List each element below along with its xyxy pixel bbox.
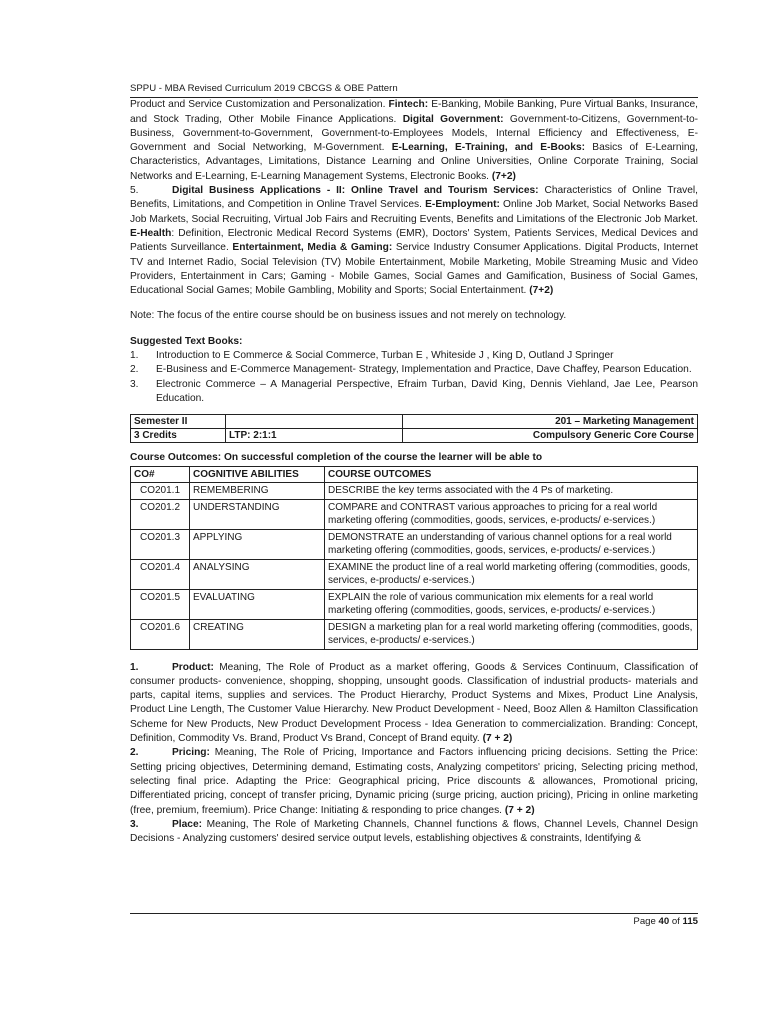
running-header: SPPU - MBA Revised Curriculum 2019 CBCGS & OBE Pattern xyxy=(130,82,698,98)
text: Meaning, The Role of Pricing, Importance and Factors influencing pricing decisions. Setting the Price: Setting pricing objectives, Determining demand, Estimating costs, Analyzing competitors' pricing, Selecting pricing method, selecting final price. Adapting the Price: Geographical pricing, Price discounts & allowances, Promotional pricing, Differentiated pricing, concept of transfer pricing, Dynamic pricing (surge pricing, auction pricing), Pricing in online marketing (free, premium, freemium). Price Change: Initiating & responding to price changes. xyxy=(130,747,698,816)
text: : Definition, Electronic Medical Record Systems (EMR), Doctors' System, Patients Services, Medical Devices and Patients Surveillance. xyxy=(130,227,698,254)
course-outcome: COMPARE and CONTRAST various approaches to pricing for a real world marketing offering (commodities, goods, services, e-products/ e-services.) xyxy=(325,499,698,529)
text: Meaning, The Role of Product as a market offering, Goods & Services Continuum, Classification of consumer products- convenience, shopping, shopping, unsought goods. Classification of industrial products- materials and parts, capital items, supplies and services. The Product Hierarchy, Product Systems and Mixes, Product Line Analysis, Product Line Length, The Customer Value Hierarchy. New Product Development - Need, Booz Allen & Hamilton Classification Scheme for New Products, New Product Development Process - Idea Generation to commercialization. Branding: Concept, Definition, Commodity Vs. Brand, Product Vs Brand, Concept of Brand equity. xyxy=(130,661,698,745)
module-number: 3. xyxy=(130,818,139,830)
semester-cell: Semester II xyxy=(131,415,226,429)
course-outcome: EXPLAIN the role of various communication mix elements for a real world marketing offering (commodities, goods, services, e-products/ e-services.) xyxy=(325,589,698,619)
module-label: Place: xyxy=(172,818,203,830)
unit-title: Digital Business Applications - II: Online Travel and Tourism Services: xyxy=(172,185,539,197)
course-outcome: DEMONSTRATE an understanding of various channel options for a real world marketing offering (commodities, goods, services, e-products/ e-services.) xyxy=(325,529,698,559)
outcome-row xyxy=(131,499,698,529)
unit-hours: (7+2) xyxy=(529,285,554,297)
outcome-row xyxy=(131,529,698,559)
empty-cell xyxy=(226,415,403,429)
co-code: CO201.6 xyxy=(131,619,190,649)
books-heading xyxy=(130,335,698,349)
text: Basics of E-Learning, Characteristics, Advantages, Limitations, Distance Learning and Online Universities, Online Corporate Training, Social Networks and E-Learning, E-Learning Management Systems, Electronic Books. xyxy=(130,142,698,182)
page-of: of xyxy=(669,916,683,927)
course-type-cell: Compulsory Generic Core Course xyxy=(403,429,698,443)
e-health-label: E-Health xyxy=(130,227,172,239)
text: Meaning, The Role of Marketing Channels, Channel functions & flows, Channel Levels, Channel Design Decisions - Analyzing customers' desired service output levels, establishing objectives & constraints, Identifying & xyxy=(130,818,698,845)
co-code: CO201.1 xyxy=(131,483,190,500)
module-1 xyxy=(130,661,698,747)
e-employment-label: E-Employment: xyxy=(425,199,500,211)
course-note: Note: The focus of the entire course should be on business issues and not merely on technology. xyxy=(130,310,567,322)
col-header-ability: COGNITIVE ABILITIES xyxy=(190,466,325,483)
text: E-Banking, Mobile Banking, Pure Virtual Banks, Insurance, and Stock Trading, Other Mobile Finance Applications. xyxy=(130,99,698,125)
e-learning-label: E-Learning, E-Training, and E-Books: xyxy=(391,142,586,154)
page-prefix: Page xyxy=(633,916,659,927)
outcomes-table xyxy=(130,466,698,650)
col-header-outcome: COURSE OUTCOMES xyxy=(325,466,698,483)
page-footer xyxy=(130,913,698,927)
module-hours: (7 + 2) xyxy=(504,804,535,816)
text: Product and Service Customization and Personalization. xyxy=(130,99,389,111)
cognitive-ability: APPLYING xyxy=(190,529,325,559)
credits-cell: 3 Credits xyxy=(131,429,226,443)
co-code: CO201.4 xyxy=(131,559,190,589)
fintech-label: Fintech: xyxy=(388,99,429,111)
text: Characteristics of Online Travel, Benefits, Limitations, and Competition in Online Travel Services. xyxy=(130,185,698,211)
book-title: Introduction to E Commerce & Social Commerce, Turban E , Whiteside J , King D, Outland J Springer xyxy=(156,350,614,362)
book-item xyxy=(130,349,698,363)
book-number: 3. xyxy=(130,378,139,390)
book-number: 1. xyxy=(130,350,139,362)
page-total: 115 xyxy=(682,916,698,927)
book-title: E-Business and E-Commerce Management- Strategy, Implementation and Practice, Dave Chaffey, Pearson Education. xyxy=(156,364,692,376)
outcome-row xyxy=(131,559,698,589)
module-number: 1. xyxy=(130,661,139,673)
cognitive-ability: CREATING xyxy=(190,619,325,649)
module-label: Product: xyxy=(172,661,214,673)
page-number: 40 xyxy=(658,916,670,927)
unit-hours: (7+2) xyxy=(491,170,516,182)
book-item xyxy=(130,363,698,377)
module-3 xyxy=(130,818,698,847)
ltp-cell: LTP: 2:1:1 xyxy=(226,429,403,443)
module-label: Pricing: xyxy=(172,747,210,759)
co-code: CO201.5 xyxy=(131,589,190,619)
unit-number: 5. xyxy=(130,185,139,197)
page-content xyxy=(130,82,698,846)
book-item xyxy=(130,378,698,407)
cognitive-ability: ANALYSING xyxy=(190,559,325,589)
text: Government-to-Citizens, Government-to-Business, Government-to-Government, Government-to-Employees Models, Internal Efficiency and Effectiveness, E-Government and Social Networking, M-Government. xyxy=(130,113,699,154)
module-hours: (7 + 2) xyxy=(482,733,513,745)
outcome-row xyxy=(131,589,698,619)
book-title: Electronic Commerce – A Managerial Perspective, Efraim Turban, David King, Dennis Viehland, Jae Lee, Pearson Education. xyxy=(156,378,698,404)
books-list xyxy=(130,349,698,406)
unit-4-continuation xyxy=(130,98,698,184)
unit-5 xyxy=(130,184,698,298)
outcomes-heading: Course Outcomes: On successful completion of the course the learner will be able to xyxy=(130,452,543,464)
module-number: 2. xyxy=(130,747,139,759)
course-outcome: EXAMINE the product line of a real world marketing offering (commodities, goods, services, e-products/ e-services.) xyxy=(325,559,698,589)
outcome-row xyxy=(131,619,698,649)
course-outcome: DESCRIBE the key terms associated with the 4 Ps of marketing. xyxy=(325,483,698,500)
course-title-cell: 201 – Marketing Management xyxy=(403,415,698,429)
course-outcome: DESIGN a marketing plan for a real world marketing offering (commodities, goods, services, e-products/ e-services.) xyxy=(325,619,698,649)
cognitive-ability: UNDERSTANDING xyxy=(190,499,325,529)
outcome-row xyxy=(131,483,698,500)
col-header-co: CO# xyxy=(131,466,190,483)
module-2 xyxy=(130,746,698,817)
text: Service Industry Consumer Applications. Digital Products, Internet TV and Internet Radio, Social Television (TV) Mobile Entertainment, Mobile Marketing, Mobile Streaming Music and Video Providers, Entertainment in Cars; Gaming - Mobile Games, Social Games and Gamification, Business of Social Games, Educational Social Games; Mobile Gambling, Mobility and Sports; Social Entertainment. xyxy=(130,242,698,297)
text: Online Job Market, Social Networks Based Job Markets, Social Recruiting, Virtual Job Fairs and Recruiting Events, Benefits and Limitations of the Electronic Job Market. xyxy=(130,199,698,225)
digital-government-label: Digital Government: xyxy=(402,113,504,125)
cognitive-ability: EVALUATING xyxy=(190,589,325,619)
cognitive-ability: REMEMBERING xyxy=(190,483,325,500)
semester-table xyxy=(130,414,698,443)
entertainment-label: Entertainment, Media & Gaming: xyxy=(232,242,393,254)
co-code: CO201.3 xyxy=(131,529,190,559)
co-code: CO201.2 xyxy=(131,499,190,529)
books-heading-text: Suggested Text Books: xyxy=(130,335,243,347)
book-number: 2. xyxy=(130,364,139,376)
